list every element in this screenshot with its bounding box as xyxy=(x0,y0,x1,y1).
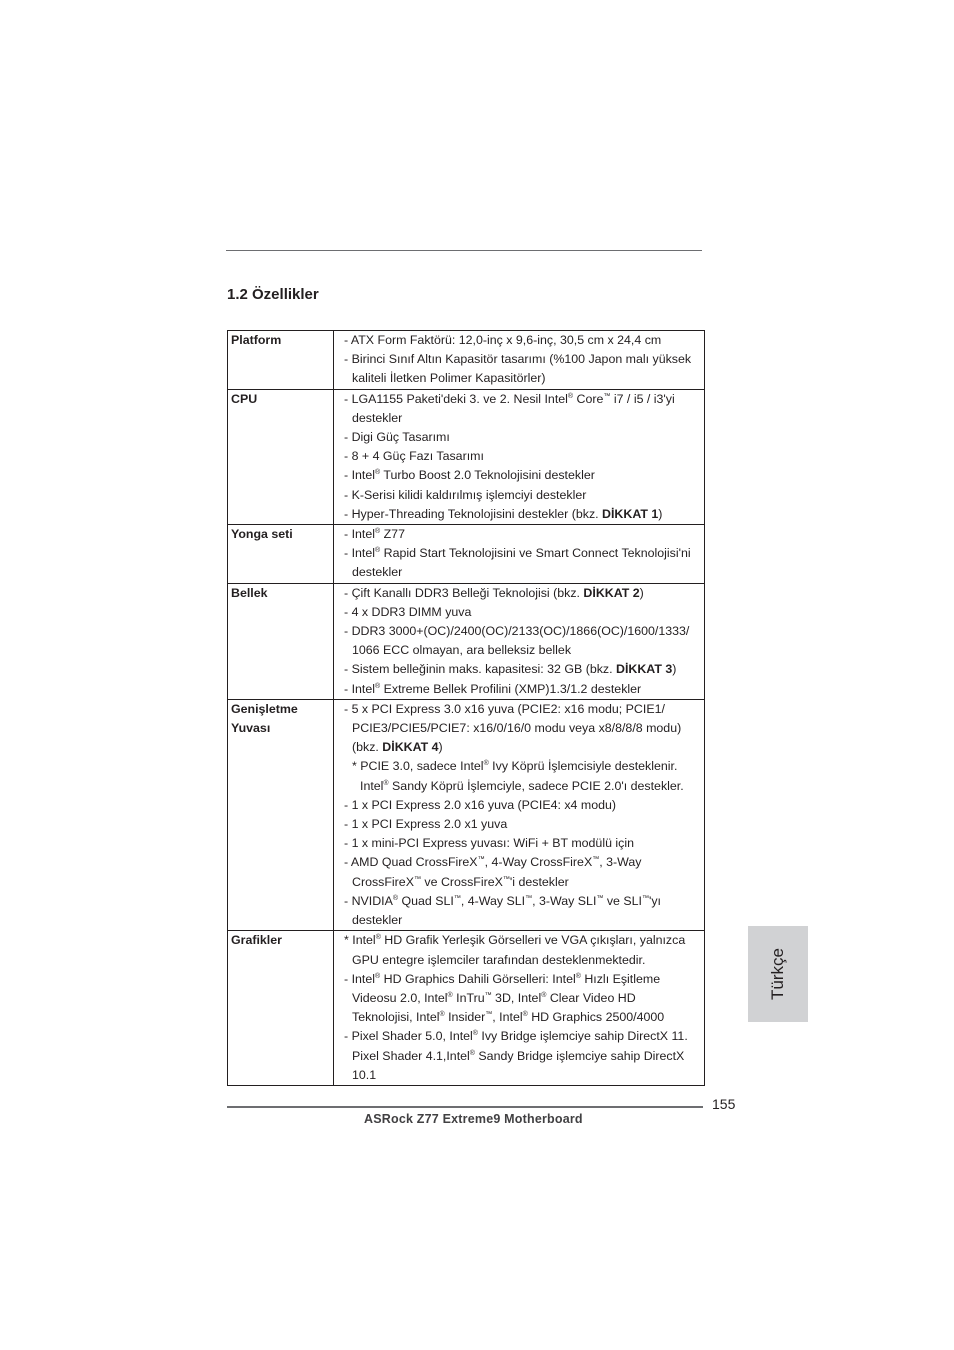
spec-line: - K-Serisi kilidi kaldırılmış işlemciyi destekler xyxy=(344,487,587,502)
spec-row-label xyxy=(228,699,334,930)
spec-line: - Hyper-Threading Teknolojisini destekler (bkz. DİKKAT 1) xyxy=(344,506,663,521)
spec-row-content xyxy=(334,699,705,930)
spec-line: - LGA1155 Paketi'deki 3. ve 2. Nesil Intel® Core™ i7 / i5 / i3'yi xyxy=(344,391,675,406)
spec-line: - 5 x PCI Express 3.0 x16 yuva (PCIE2: x16 modu; PCIE1/ xyxy=(344,701,665,716)
spec-line: * Intel® HD Grafik Yerleşik Görselleri ve VGA çıkışları, yalnızca xyxy=(344,933,686,948)
spec-line: destekler xyxy=(352,565,403,580)
spec-line: (bkz. DİKKAT 4) xyxy=(352,740,443,755)
spec-line: - Digi Güç Tasarımı xyxy=(344,430,450,445)
spec-line: - 1 x PCI Express 2.0 x1 yuva xyxy=(344,817,508,832)
specifications-table-body xyxy=(228,331,705,1086)
spec-line: 1066 ECC olmayan, ara belleksiz bellek xyxy=(352,643,572,658)
spec-line: Intel® Sandy Köprü İşlemciyle, sadece PCIE 2.0'ı destekler. xyxy=(360,778,684,793)
spec-label-line: Bellek xyxy=(231,585,268,600)
spec-line: - 1 x mini-PCI Express yuvası: WiFi + BT modülü için xyxy=(344,836,634,851)
top-divider xyxy=(226,250,702,251)
spec-line: 10.1 xyxy=(352,1067,377,1082)
spec-line: - Intel® HD Graphics Dahili Görselleri: Intel® Hızlı Eşitleme xyxy=(344,971,661,986)
spec-label-line: Yonga seti xyxy=(231,527,293,542)
spec-line: - Intel® Z77 xyxy=(344,527,405,542)
spec-row-label xyxy=(228,525,334,584)
spec-line: GPU entegre işlemciler tarafından desteklenmektedir. xyxy=(352,952,646,967)
spec-row xyxy=(228,525,705,584)
specifications-table xyxy=(227,330,705,1086)
spec-line: - Birinci Sınıf Altın Kapasitör tasarımı (%100 Japon malı yüksek xyxy=(344,352,692,367)
spec-line: - DDR3 3000+(OC)/2400(OC)/2133(OC)/1866(OC)/1600/1333/ xyxy=(344,624,690,639)
spec-line: - NVIDIA® Quad SLI™, 4-Way SLI™, 3-Way SLI™ ve SLI™'yı xyxy=(344,893,661,908)
language-side-tab-label: Türkçe xyxy=(768,948,787,1000)
spec-line: - ATX Form Faktörü: 12,0-inç x 9,6-inç, 30,5 cm x 24,4 cm xyxy=(344,333,662,347)
spec-line: Pixel Shader 4.1,Intel® Sandy Bridge işlemciye sahip DirectX xyxy=(352,1048,685,1063)
footer-divider xyxy=(227,1106,703,1108)
spec-row xyxy=(228,583,705,699)
spec-row-content xyxy=(334,389,705,524)
spec-row-label xyxy=(228,583,334,699)
spec-row-content xyxy=(334,525,705,584)
spec-line: - 8 + 4 Güç Fazı Tasarımı xyxy=(344,449,484,464)
spec-line: destekler xyxy=(352,410,403,425)
language-side-tab xyxy=(748,926,808,1022)
spec-line: CrossFireX™ ve CrossFireX™'i destekler xyxy=(352,874,569,889)
spec-label-line: Genişletme xyxy=(231,701,298,716)
spec-line: - AMD Quad CrossFireX™, 4-Way CrossFireX™, 3-Way xyxy=(344,855,642,870)
spec-label-line: Grafikler xyxy=(231,933,282,948)
spec-line: - Intel® Rapid Start Teknolojisini ve Smart Connect Teknolojisi'ni xyxy=(344,546,691,561)
spec-row-content xyxy=(334,583,705,699)
spec-row-label xyxy=(228,931,334,1086)
spec-row-content xyxy=(334,331,705,390)
spec-line: - 1 x PCI Express 2.0 x16 yuva (PCIE4: x4 modu) xyxy=(344,797,617,812)
spec-line: kaliteli İletken Polimer Kapasitörler) xyxy=(352,371,546,386)
spec-line: Teknolojisi, Intel® Insider™, Intel® HD Graphics 2500/4000 xyxy=(352,1010,665,1025)
spec-row-label xyxy=(228,331,334,390)
spec-line: * PCIE 3.0, sadece Intel® Ivy Köprü İşlemcisiyle desteklenir. xyxy=(352,759,678,774)
spec-row-label xyxy=(228,389,334,524)
spec-line: - Intel® Extreme Bellek Profilini (XMP)1.3/1.2 destekler xyxy=(344,681,642,696)
spec-line: Videosu 2.0, Intel® InTru™ 3D, Intel® Clear Video HD xyxy=(352,990,636,1005)
spec-line: - Pixel Shader 5.0, Intel® Ivy Bridge işlemciye sahip DirectX 11. xyxy=(344,1029,688,1044)
spec-label-line: Yuvası xyxy=(231,721,271,736)
spec-label-line: CPU xyxy=(231,391,258,406)
spec-line: PCIE3/PCIE5/PCIE7: x16/0/16/0 modu veya x8/8/8/8 modu) xyxy=(352,721,682,736)
spec-row xyxy=(228,331,705,390)
spec-line: - Çift Kanallı DDR3 Belleği Teknolojisi (bkz. DİKKAT 2) xyxy=(344,585,644,600)
spec-row xyxy=(228,931,705,1086)
spec-row xyxy=(228,699,705,930)
footer-product-name: ASRock Z77 Extreme9 Motherboard xyxy=(364,1112,583,1126)
spec-line: - Intel® Turbo Boost 2.0 Teknolojisini destekler xyxy=(344,468,595,483)
spec-line: - 4 x DDR3 DIMM yuva xyxy=(344,604,472,619)
spec-label-line: Platform xyxy=(231,333,282,347)
spec-line: destekler xyxy=(352,913,403,928)
spec-line: - Sistem belleğinin maks. kapasitesi: 32 GB (bkz. DİKKAT 3) xyxy=(344,662,677,677)
section-title: 1.2 Özellikler xyxy=(227,286,319,303)
spec-row xyxy=(228,389,705,524)
page-number: 155 xyxy=(712,1096,736,1112)
spec-row-content xyxy=(334,931,705,1086)
